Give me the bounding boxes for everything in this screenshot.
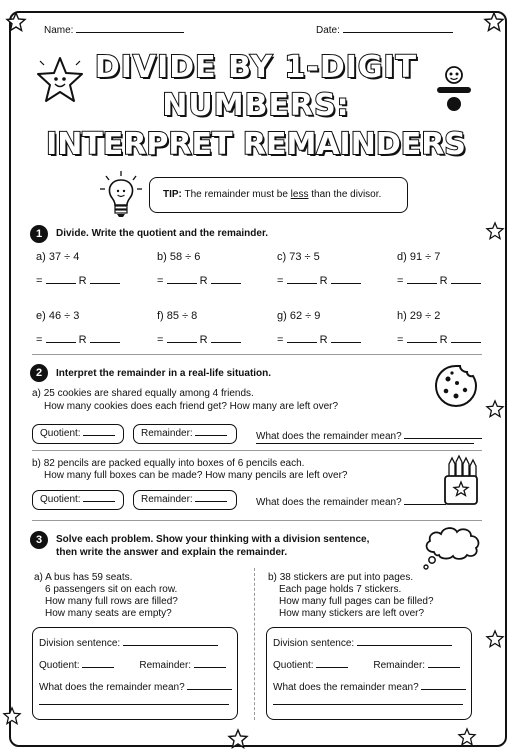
column-divider bbox=[254, 568, 255, 720]
word-problem-line: 6 passengers sit on each row. bbox=[45, 584, 178, 595]
word-problem-line: b) 38 stickers are put into pages. bbox=[268, 572, 414, 583]
division-problem: c) 73 ÷ 5 bbox=[277, 251, 320, 263]
quotient-remainder-answer[interactable]: = R bbox=[397, 332, 481, 346]
problem-2a-line1: a) 25 cookies are shared equally among 4 friends. bbox=[32, 388, 254, 399]
division-problem: e) 46 ÷ 3 bbox=[36, 310, 80, 322]
date-field[interactable]: Date: bbox=[316, 22, 453, 37]
title-line-3: INTERPRET REMAINDERS bbox=[46, 127, 466, 162]
cookie-icon bbox=[432, 363, 480, 409]
problem-2a-line2: How many cookies does each friend get? How many are left over? bbox=[44, 401, 339, 412]
thought-cloud-icon bbox=[420, 522, 486, 572]
remainder-answer-box[interactable]: Remainder: bbox=[133, 424, 237, 444]
quotient-answer-box[interactable]: Quotient: bbox=[32, 490, 124, 510]
quotient-remainder-answer[interactable]: = R bbox=[277, 332, 361, 346]
quotient-answer-box[interactable]: Quotient: bbox=[32, 424, 124, 444]
meaning-answer-field[interactable]: What does the remainder mean? bbox=[273, 679, 466, 694]
divider bbox=[32, 520, 482, 521]
quotient-remainder-fields[interactable]: Quotient: Remainder: bbox=[39, 657, 226, 672]
star-icon bbox=[486, 630, 504, 648]
star-icon bbox=[228, 729, 248, 749]
meaning-answer-field[interactable]: What does the remainder mean? bbox=[256, 428, 482, 443]
star-icon bbox=[486, 400, 504, 418]
problem-2b-line1: b) 82 pencils are packed equally into boxes of 6 pencils each. bbox=[32, 458, 305, 469]
section-2-instruction: Interpret the remainder in a real-life situation. bbox=[56, 368, 272, 379]
quotient-remainder-answer[interactable]: = R bbox=[277, 273, 361, 287]
star-icon bbox=[486, 222, 504, 240]
section-number-3: 3 bbox=[30, 531, 48, 549]
division-problem: d) 91 ÷ 7 bbox=[397, 251, 441, 263]
pencil-cup-icon bbox=[440, 456, 480, 506]
quotient-remainder-answer[interactable]: = R bbox=[36, 273, 120, 287]
division-sentence-field[interactable]: Division sentence: bbox=[273, 635, 452, 650]
tip-text: TIP: The remainder must be less than the divisor. bbox=[163, 189, 382, 200]
title-line-1: DIVIDE BY 1-DIGIT bbox=[94, 50, 418, 85]
word-problem-line: How many full rows are filled? bbox=[45, 596, 178, 607]
word-problem-line: a) A bus has 59 seats. bbox=[34, 572, 133, 583]
quotient-remainder-answer[interactable]: = R bbox=[397, 273, 481, 287]
section-3-instruction-line2: then write the answer and explain the remainder. bbox=[56, 547, 288, 558]
divider bbox=[32, 354, 482, 355]
division-problem: b) 58 ÷ 6 bbox=[157, 251, 201, 263]
section-3-instruction-line1: Solve each problem. Show your thinking with a division sentence, bbox=[56, 534, 370, 545]
division-sign-character-icon bbox=[434, 64, 474, 114]
division-problem: g) 62 ÷ 9 bbox=[277, 310, 321, 322]
word-problem-line: Each page holds 7 stickers. bbox=[279, 584, 402, 595]
divider bbox=[32, 450, 482, 451]
star-icon bbox=[3, 707, 21, 725]
section-number-2: 2 bbox=[30, 364, 48, 382]
quotient-remainder-fields[interactable]: Quotient: Remainder: bbox=[273, 657, 460, 672]
section-number-1: 1 bbox=[30, 225, 48, 243]
quotient-remainder-answer[interactable]: = R bbox=[157, 273, 241, 287]
remainder-answer-box[interactable]: Remainder: bbox=[133, 490, 237, 510]
meaning-answer-field[interactable]: What does the remainder mean? bbox=[39, 679, 232, 694]
answer-line[interactable] bbox=[256, 443, 474, 444]
problem-2b-line2: How many full boxes can be made? How many pencils are left over? bbox=[44, 470, 348, 481]
star-icon bbox=[458, 728, 476, 746]
division-problem: h) 29 ÷ 2 bbox=[397, 310, 441, 322]
quotient-remainder-answer[interactable]: = R bbox=[36, 332, 120, 346]
star-icon bbox=[6, 12, 26, 32]
meaning-answer-field[interactable]: What does the remainder mean? bbox=[256, 494, 446, 509]
answer-line[interactable] bbox=[273, 704, 463, 705]
division-problem: a) 37 ÷ 4 bbox=[36, 251, 80, 263]
answer-line[interactable] bbox=[39, 704, 229, 705]
title-line-2: NUMBERS: bbox=[162, 88, 350, 123]
division-sentence-field[interactable]: Division sentence: bbox=[39, 635, 218, 650]
star-icon bbox=[484, 12, 504, 32]
word-problem-line: How many seats are empty? bbox=[45, 608, 172, 619]
lightbulb-icon bbox=[98, 170, 144, 220]
quotient-remainder-answer[interactable]: = R bbox=[157, 332, 241, 346]
section-1-instruction: Divide. Write the quotient and the remainder. bbox=[56, 228, 269, 239]
smiling-star-icon bbox=[34, 55, 86, 105]
word-problem-line: How many full pages can be filled? bbox=[279, 596, 434, 607]
name-field[interactable]: Name: bbox=[44, 22, 184, 37]
division-problem: f) 85 ÷ 8 bbox=[157, 310, 198, 322]
word-problem-line: How many stickers are left over? bbox=[279, 608, 425, 619]
